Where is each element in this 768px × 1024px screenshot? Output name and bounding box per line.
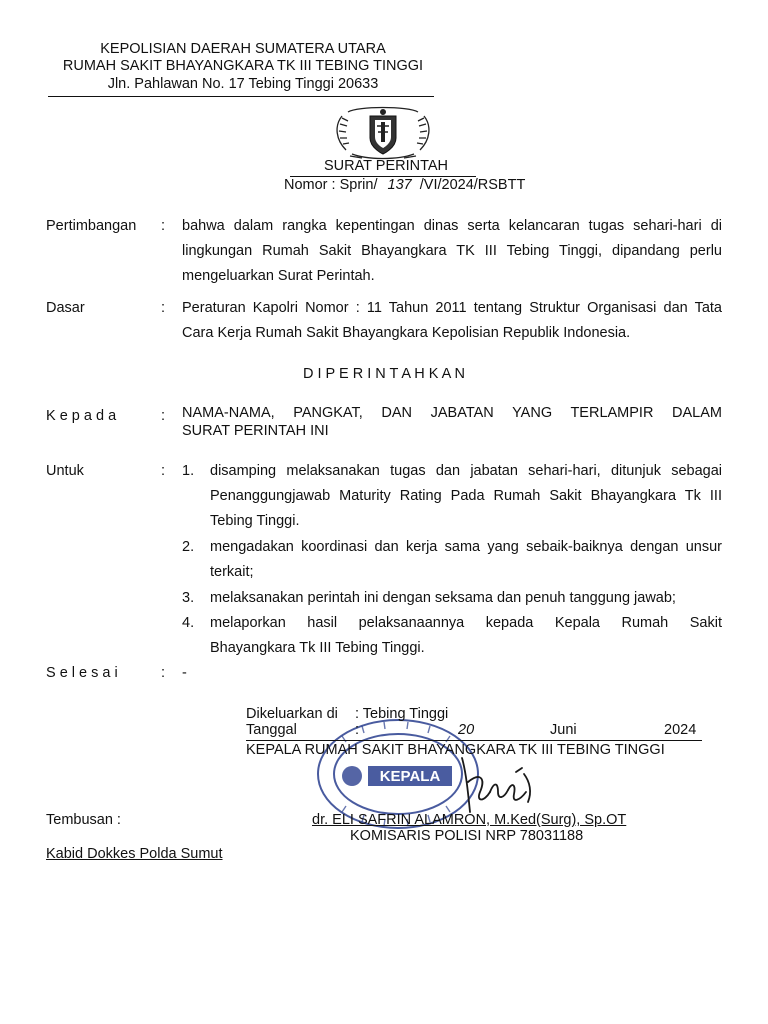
date-label: Tanggal — [246, 722, 297, 738]
text-line: Bhayangkara Tk III Tebing Tinggi. — [210, 640, 425, 656]
item-number: 2. — [182, 539, 195, 555]
signatory-name-text: dr. ELI SAFRIN ALAMRON, M.Ked(Surg), Sp.OT — [312, 812, 627, 828]
document-title: SURAT PERINTAH — [323, 158, 449, 174]
text-line: NAMA-NAMA, PANGKAT, DAN JABATAN YANG TERLAMPIR DALAM — [182, 405, 722, 421]
untuk-item-2 — [210, 535, 722, 585]
number-suffix: /VI/2024/RSBTT — [419, 177, 526, 193]
pertimbangan-text — [182, 214, 722, 289]
header-hospital: RUMAH SAKIT BHAYANGKARA TK III TEBING TINGGI — [62, 58, 424, 74]
text-line: Peraturan Kapolri Nomor : 11 Tahun 2011 tentang Struktur Organisasi dan Tata — [182, 300, 722, 316]
text-line: SURAT PERINTAH INI — [182, 423, 329, 439]
signatory-position: KEPALA RUMAH SAKIT BHAYANGKARA TK III TEBING TINGGI — [246, 742, 665, 758]
item-number: 4. — [182, 615, 195, 631]
date-month: Juni — [550, 722, 577, 738]
date-colon: : — [355, 722, 360, 738]
header-address: Jln. Pahlawan No. 17 Tebing Tinggi 20633 — [107, 76, 379, 92]
colon: : — [161, 408, 166, 424]
text-line: disamping melaksanakan tugas dan jabatan sehari-hari, ditunjuk sebagai — [210, 463, 722, 479]
header-institution: KEPOLISIAN DAERAH SUMATERA UTARA — [100, 41, 386, 57]
label-pertimbangan: Pertimbangan — [46, 218, 137, 234]
text-line: lingkungan Rumah Sakit Bhayangkara TK III Tebing Tinggi, dipandang perlu — [182, 243, 722, 259]
header-rule — [48, 96, 434, 97]
issued-label: Dikeluarkan di — [246, 706, 338, 722]
colon: : — [161, 665, 166, 681]
colon: : — [161, 463, 166, 479]
label-untuk: Untuk — [46, 463, 84, 479]
label-kepada: K e p a d a — [46, 408, 117, 424]
police-emblem-icon — [328, 104, 438, 162]
dasar-text — [182, 296, 722, 346]
colon: : — [161, 218, 166, 234]
item-number: 3. — [182, 590, 195, 606]
number-value: 137 — [387, 177, 412, 193]
kepada-text — [182, 404, 722, 440]
untuk-item-1 — [210, 459, 722, 534]
text-line: terkait; — [210, 564, 254, 580]
selesai-value: - — [182, 665, 187, 681]
tembusan-label: Tembusan : — [46, 812, 121, 828]
number-prefix: Nomor : Sprin/ — [284, 177, 378, 193]
handwritten-signature — [440, 752, 540, 820]
untuk-item-3 — [210, 586, 722, 611]
colon: : — [161, 300, 166, 316]
document-number — [284, 177, 525, 193]
text-line: Tebing Tinggi. — [210, 513, 300, 529]
diperintahkan-heading: D I P E R I N T A H K A N — [303, 366, 465, 382]
untuk-item-4 — [210, 611, 722, 661]
tembusan-recipient: Kabid Dokkes Polda Sumut — [46, 846, 223, 862]
text-line: mengeluarkan Surat Perintah. — [182, 268, 375, 284]
date-year: 2024 — [664, 722, 697, 738]
label-selesai: S e l e s a i — [46, 665, 118, 681]
signatory-rank: KOMISARIS POLISI NRP 78031188 — [350, 828, 584, 844]
text-line: mengadakan koordinasi dan kerja sama yang sebaik-baiknya dengan unsur — [210, 539, 722, 555]
date-day: 20 — [458, 722, 475, 738]
issued-value: : Tebing Tinggi — [355, 706, 449, 722]
text-line: Cara Kerja Rumah Sakit Bhayangkara Kepolisian Republik Indonesia. — [182, 325, 631, 341]
text-line: bahwa dalam rangka kepentingan dinas serta kelancaran tugas sehari-hari di — [182, 218, 722, 234]
text-line: melaksanakan perintah ini dengan seksama dan penuh tanggung jawab; — [210, 590, 676, 606]
stamp-label: KEPALA — [379, 768, 441, 785]
date-rule — [246, 740, 702, 741]
text-line: Penanggungjawab Maturity Rating Pada Rumah Sakit Bhayangkara Tk III — [210, 488, 722, 504]
item-number: 1. — [182, 463, 195, 479]
text-line: melaporkan hasil pelaksanaannya kepada Kepala Rumah Sakit — [210, 615, 722, 631]
signatory-name — [312, 812, 626, 828]
label-dasar: Dasar — [46, 300, 85, 316]
